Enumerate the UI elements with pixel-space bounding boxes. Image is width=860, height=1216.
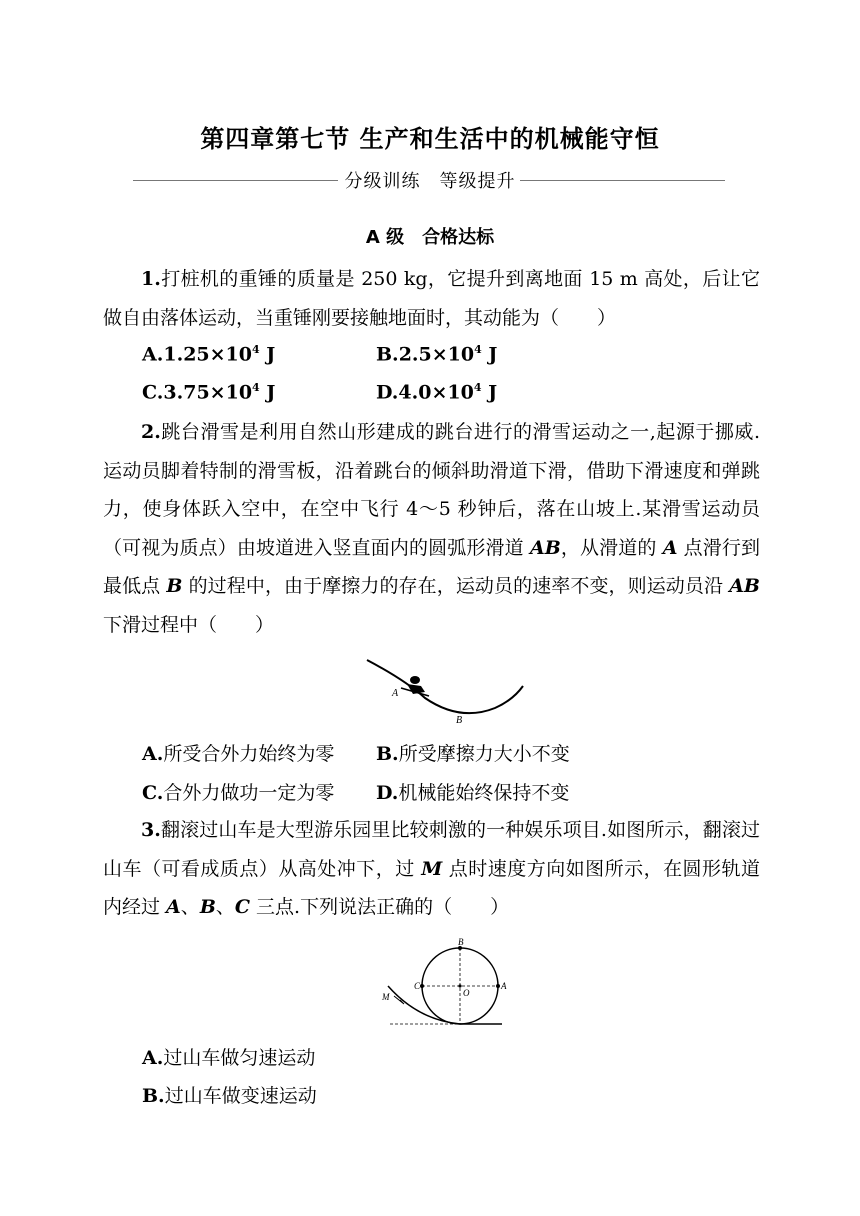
page-title: 第四章第七节 生产和生活中的机械能守恒 [200, 125, 660, 153]
question-1-number: 1. [141, 268, 161, 290]
q3-option-a[interactable]: A.过山车做匀速运动 [142, 1047, 316, 1069]
point-a-label: A [392, 688, 399, 699]
q2-option-c[interactable]: C.合外力做功一定为零 [142, 782, 335, 804]
label-m: M [382, 992, 390, 1002]
question-3: 3.翻滚过山车是大型游乐园里比较刺激的一种娱乐项目.如图所示，翻滚过山车（可看成质点）从高处冲下，过 M 点时速度方向如图所示，在圆形轨道内经过 A、B、C 三点.下列说法正确的（ ） [103, 819, 760, 918]
skier-icon [401, 676, 429, 696]
question-2: 2.跳台滑雪是利用自然山形建成的跳台进行的滑雪运动之一,起源于挪威.运动员脚着特制的滑雪板，沿着跳台的倾斜助滑道下滑，借助下滑速度和弹跳力，使身体跃入空中，在空中飞行 4～5 秒钟后，落在山坡上.某滑雪运动员（可视为质点）由坡道进入竖直面内的圆弧形滑道 AB，从滑道的 A 点滑行到最低点 B 的过程中，由于摩擦力的存在，运动员的速率不变，则运动员沿 AB 下滑过程中（ ） [103, 421, 760, 636]
point-a-dot [496, 984, 500, 988]
question-1-text: 打桩机的重锤的质量是 250 kg，它提升到离地面 15 m 高处，后让它做自由落体运动，当重锤刚要接触地面时，其动能为（ ） [103, 268, 760, 329]
section-banner: 分级训练 等级提升 [344, 171, 516, 192]
label-o: O [463, 988, 470, 998]
arc-track [367, 660, 523, 713]
loop-track-figure [378, 934, 518, 1028]
label-a: A [501, 981, 507, 991]
question-2-number: 2. [141, 421, 161, 443]
label-c: C [414, 981, 421, 991]
entry-track [388, 986, 460, 1024]
q1-option-d[interactable]: $D.4.0\times 10^4$ J [376, 381, 498, 404]
point-b-label: B [456, 715, 463, 726]
question-3-number: 3. [141, 819, 161, 841]
q2-option-a[interactable]: A.所受合外力始终为零 [142, 743, 335, 765]
point-c-dot [420, 984, 424, 988]
q2-option-d[interactable]: D.机械能始终保持不变 [376, 782, 570, 804]
q1-option-b[interactable]: $B.2.5\times 10^4$ J [376, 343, 498, 366]
level-heading: A 级 合格达标 [365, 227, 495, 248]
center-o-dot [458, 984, 461, 987]
q1-option-a[interactable]: $A.1.25\times 10^4$ J [142, 343, 276, 366]
q2-option-b[interactable]: B.所受摩擦力大小不变 [376, 743, 570, 765]
ski-slope-figure [355, 650, 535, 728]
q1-option-c[interactable]: $C.3.75\times 10^4$ J [142, 381, 276, 404]
q3-option-b[interactable]: B.过山车做变速运动 [142, 1085, 317, 1107]
label-b: B [458, 937, 464, 947]
question-1 [103, 260, 760, 337]
